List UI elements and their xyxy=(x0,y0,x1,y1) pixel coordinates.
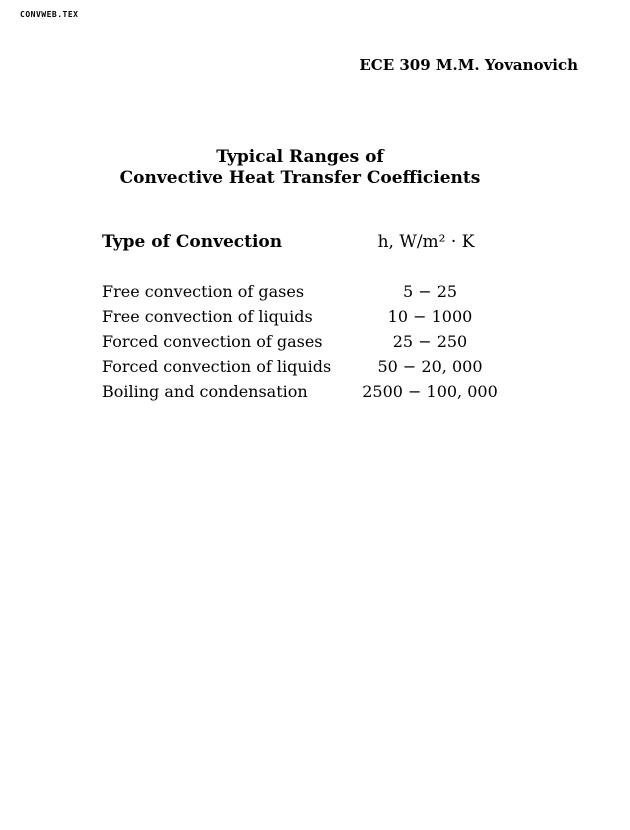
row-h-range: 50 − 20, 000 xyxy=(377,357,483,376)
row-type: Forced convection of gases xyxy=(102,332,323,351)
table-row xyxy=(102,332,522,357)
table-header-row xyxy=(102,232,522,282)
document-title xyxy=(0,147,600,189)
row-h-range: 10 − 1000 xyxy=(387,307,473,326)
header-h-coefficient: h, W/m² · K xyxy=(377,232,475,252)
table-row xyxy=(102,357,522,382)
table-row xyxy=(102,382,522,407)
row-h-range: 25 − 250 xyxy=(392,332,468,351)
convection-table xyxy=(102,232,522,407)
row-type: Free convection of liquids xyxy=(102,307,313,326)
title-line-2: Convective Heat Transfer Coefficients xyxy=(119,168,481,188)
table-row xyxy=(102,282,522,307)
header-type-of-convection: Type of Convection xyxy=(102,232,283,252)
row-h-range: 2500 − 100, 000 xyxy=(362,382,498,401)
file-name: CONVWEB.TEX xyxy=(20,10,79,19)
table-row xyxy=(102,307,522,332)
row-type: Free convection of gases xyxy=(102,282,305,301)
row-type: Boiling and condensation xyxy=(102,382,308,401)
title-line-1: Typical Ranges of xyxy=(216,147,384,167)
row-type: Forced convection of liquids xyxy=(102,357,332,376)
row-h-range: 5 − 25 xyxy=(402,282,458,301)
course-heading: ECE 309 M.M. Yovanovich xyxy=(359,56,578,74)
